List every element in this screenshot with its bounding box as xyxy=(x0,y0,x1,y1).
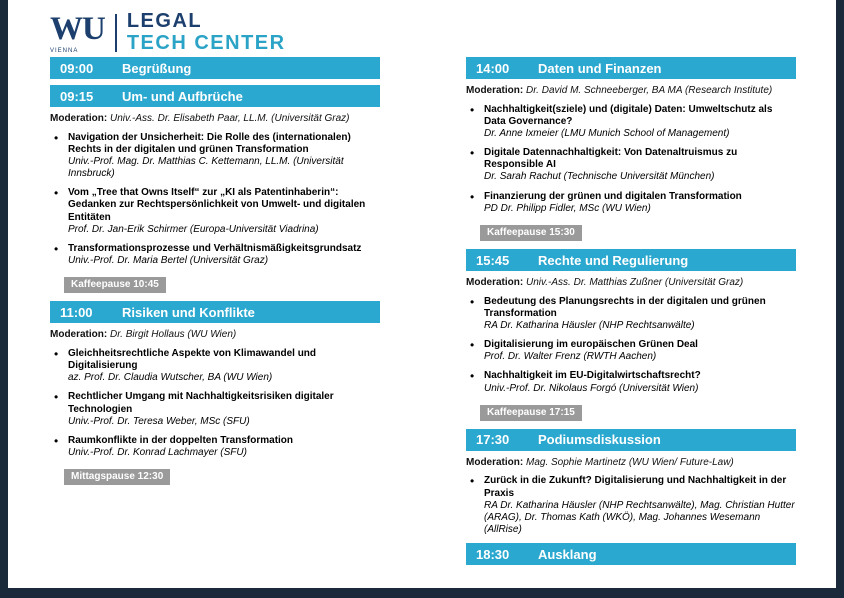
session-moderation xyxy=(466,457,796,470)
logo-vienna-text: VIENNA xyxy=(50,47,79,54)
list-item xyxy=(466,296,796,333)
logo-legal-text: LEGAL xyxy=(126,10,203,33)
session-time: 11:00 xyxy=(60,304,93,320)
session-title: Risiken und Konflikte xyxy=(122,304,255,320)
session-header xyxy=(50,301,380,323)
talk-speaker: Dr. Anne Ixmeier (LMU Munich School of Management) xyxy=(484,127,730,139)
session-moderation xyxy=(466,85,796,98)
moderation-name: Univ.-Ass. Dr. Elisabeth Paar, LL.M. (Universität Graz) xyxy=(110,113,350,124)
program-column-right xyxy=(466,57,796,571)
session-moderation xyxy=(466,277,796,290)
talk-title: • Raumkonflikte in der doppelten Transformation xyxy=(68,435,294,446)
session-header xyxy=(466,429,796,451)
session-time: 18:30 xyxy=(476,546,510,562)
list-item xyxy=(466,475,796,536)
moderation-name: Mag. Sophie Martinetz (WU Wien/ Future-Law) xyxy=(526,456,734,468)
session-title: Um- und Aufbrüche xyxy=(122,88,243,104)
talk-title: • Gleichheitsrechtliche Aspekte von Klimawandel und Digitalisierung xyxy=(68,347,317,372)
talk-list xyxy=(466,104,796,216)
list-item xyxy=(466,339,796,363)
logo-divider xyxy=(115,14,117,52)
talk-speaker: Prof. Dr. Jan-Erik Schirmer (Europa-Universität Viadrina) xyxy=(68,223,319,235)
talk-title: • Rechtlicher Umgang mit Nachhaltigkeitsrisiken digitaler Technologien xyxy=(68,391,334,415)
break-row xyxy=(50,466,380,493)
list-item xyxy=(50,187,380,236)
talk-speaker: RA Dr. Katharina Häusler (NHP Rechtsanwälte), Mag. Christian Hutter (ARAG), Dr. Thomas Kath (WKÖ), Mag. Johannes Wesemann (AllRise) xyxy=(484,499,795,536)
break-row xyxy=(466,402,796,429)
session-title: Podiumsdiskussion xyxy=(538,432,661,448)
talk-list xyxy=(466,296,796,395)
talk-speaker: az. Prof. Dr. Claudia Wutscher, BA (WU Wien) xyxy=(68,372,273,384)
talk-title: • Digitale Datennachhaltigkeit: Von Datenaltruismus zu Responsible AI xyxy=(484,147,738,171)
session-time: 09:15 xyxy=(60,88,94,104)
moderation-name: Dr. Birgit Hollaus (WU Wien) xyxy=(110,329,237,341)
talk-speaker: Univ.-Prof. Mag. Dr. Matthias C. Kettemann, LL.M. (Universität Innsbruck) xyxy=(68,155,344,180)
moderation-label: Moderation: xyxy=(466,85,524,96)
session-header xyxy=(466,543,796,565)
talk-list xyxy=(50,132,380,268)
talk-title: • Transformationsprozesse und Verhältnismäßigkeitsgrundsatz xyxy=(68,243,362,254)
program-column-left xyxy=(50,57,380,493)
talk-speaker: Dr. Sarah Rachut (Technische Universität München) xyxy=(484,171,715,183)
talk-title: • Navigation der Unsicherheit: Die Rolle des (internationalen) Rechts in der digitalen und grünen Transformation xyxy=(68,131,351,155)
session-title: Begrüßung xyxy=(122,60,192,76)
break-badge: Mittagspause 12:30 xyxy=(64,469,170,485)
moderation-label: Moderation: xyxy=(50,113,108,124)
session-header xyxy=(50,57,380,79)
list-item xyxy=(50,348,380,385)
talk-speaker: Univ.-Prof. Dr. Nikolaus Forgó (Universität Wien) xyxy=(484,382,699,394)
talk-list xyxy=(50,348,380,460)
talk-speaker: PD Dr. Philipp Fidler, MSc (WU Wien) xyxy=(484,202,651,214)
break-badge: Kaffeepause 17:15 xyxy=(480,405,582,421)
talk-title: • Zurück in die Zukunft? Digitalisierung und Nachhaltigkeit in der Praxis xyxy=(484,475,787,499)
list-item xyxy=(466,191,796,215)
session-title: Ausklang xyxy=(538,546,597,562)
talk-speaker: Univ.-Prof. Dr. Maria Bertel (Universität Graz) xyxy=(68,255,269,267)
talk-title: • Vom „Tree that Owns Itself“ zur „KI als Patentinhaberin“: Gedanken zur Rechtspersönlichkeit von Umwelt- und digitalen Entitäten xyxy=(68,187,366,223)
wu-legal-tech-center-logo xyxy=(50,10,286,56)
talk-speaker: RA Dr. Katharina Häusler (NHP Rechtsanwälte) xyxy=(484,319,695,331)
logo-wu-block xyxy=(50,10,115,54)
break-badge: Kaffeepause 10:45 xyxy=(64,277,166,293)
moderation-name: Univ.-Ass. Dr. Matthias Zußner (Universität Graz) xyxy=(526,277,744,288)
logo-techcenter-text: TECH CENTER xyxy=(126,32,286,54)
moderation-label: Moderation: xyxy=(466,456,524,468)
session-moderation xyxy=(50,329,380,342)
talk-speaker: Univ.-Prof. Dr. Teresa Weber, MSc (SFU) xyxy=(68,415,250,427)
break-badge: Kaffeepause 15:30 xyxy=(480,225,582,241)
list-item xyxy=(50,132,380,181)
session-time: 14:00 xyxy=(476,60,510,76)
talk-title: • Finanzierung der grünen und digitalen Transformation xyxy=(484,190,742,202)
session-time: 17:30 xyxy=(476,432,510,448)
talk-speaker: Univ.-Prof. Dr. Konrad Lachmayer (SFU) xyxy=(68,447,247,459)
talk-speaker: Prof. Dr. Walter Frenz (RWTH Aachen) xyxy=(484,351,657,363)
talk-title: • Nachhaltigkeit(sziele) und (digitale) Daten: Umweltschutz als Data Governance? xyxy=(484,103,773,127)
session-moderation xyxy=(50,113,380,126)
talk-list xyxy=(466,475,796,536)
talk-title: • Bedeutung des Planungsrechts in der digitalen und grünen Transformation xyxy=(484,295,766,319)
moderation-name: Dr. David M. Schneeberger, BA MA (Research Institute) xyxy=(526,85,773,96)
moderation-label: Moderation: xyxy=(466,277,524,288)
session-title: Rechte und Regulierung xyxy=(538,252,689,268)
moderation-label: Moderation: xyxy=(50,329,108,341)
session-title: Daten und Finanzen xyxy=(538,60,662,76)
list-item xyxy=(50,243,380,267)
talk-title: • Digitalisierung im europäischen Grünen Deal xyxy=(484,339,698,351)
session-header xyxy=(50,85,380,107)
list-item xyxy=(50,391,380,428)
session-header xyxy=(466,249,796,271)
logo-wu-text: WU xyxy=(50,10,105,47)
break-row xyxy=(466,222,796,249)
session-header xyxy=(466,57,796,79)
break-row xyxy=(50,274,380,301)
session-time: 15:45 xyxy=(476,252,510,268)
list-item xyxy=(466,147,796,184)
list-item xyxy=(466,104,796,141)
logo-name-block xyxy=(127,11,286,54)
list-item xyxy=(50,435,380,459)
program-page xyxy=(8,0,836,588)
talk-title: • Nachhaltigkeit im EU-Digitalwirtschaftsrecht? xyxy=(484,370,701,382)
list-item xyxy=(466,370,796,394)
session-time: 09:00 xyxy=(60,60,94,76)
